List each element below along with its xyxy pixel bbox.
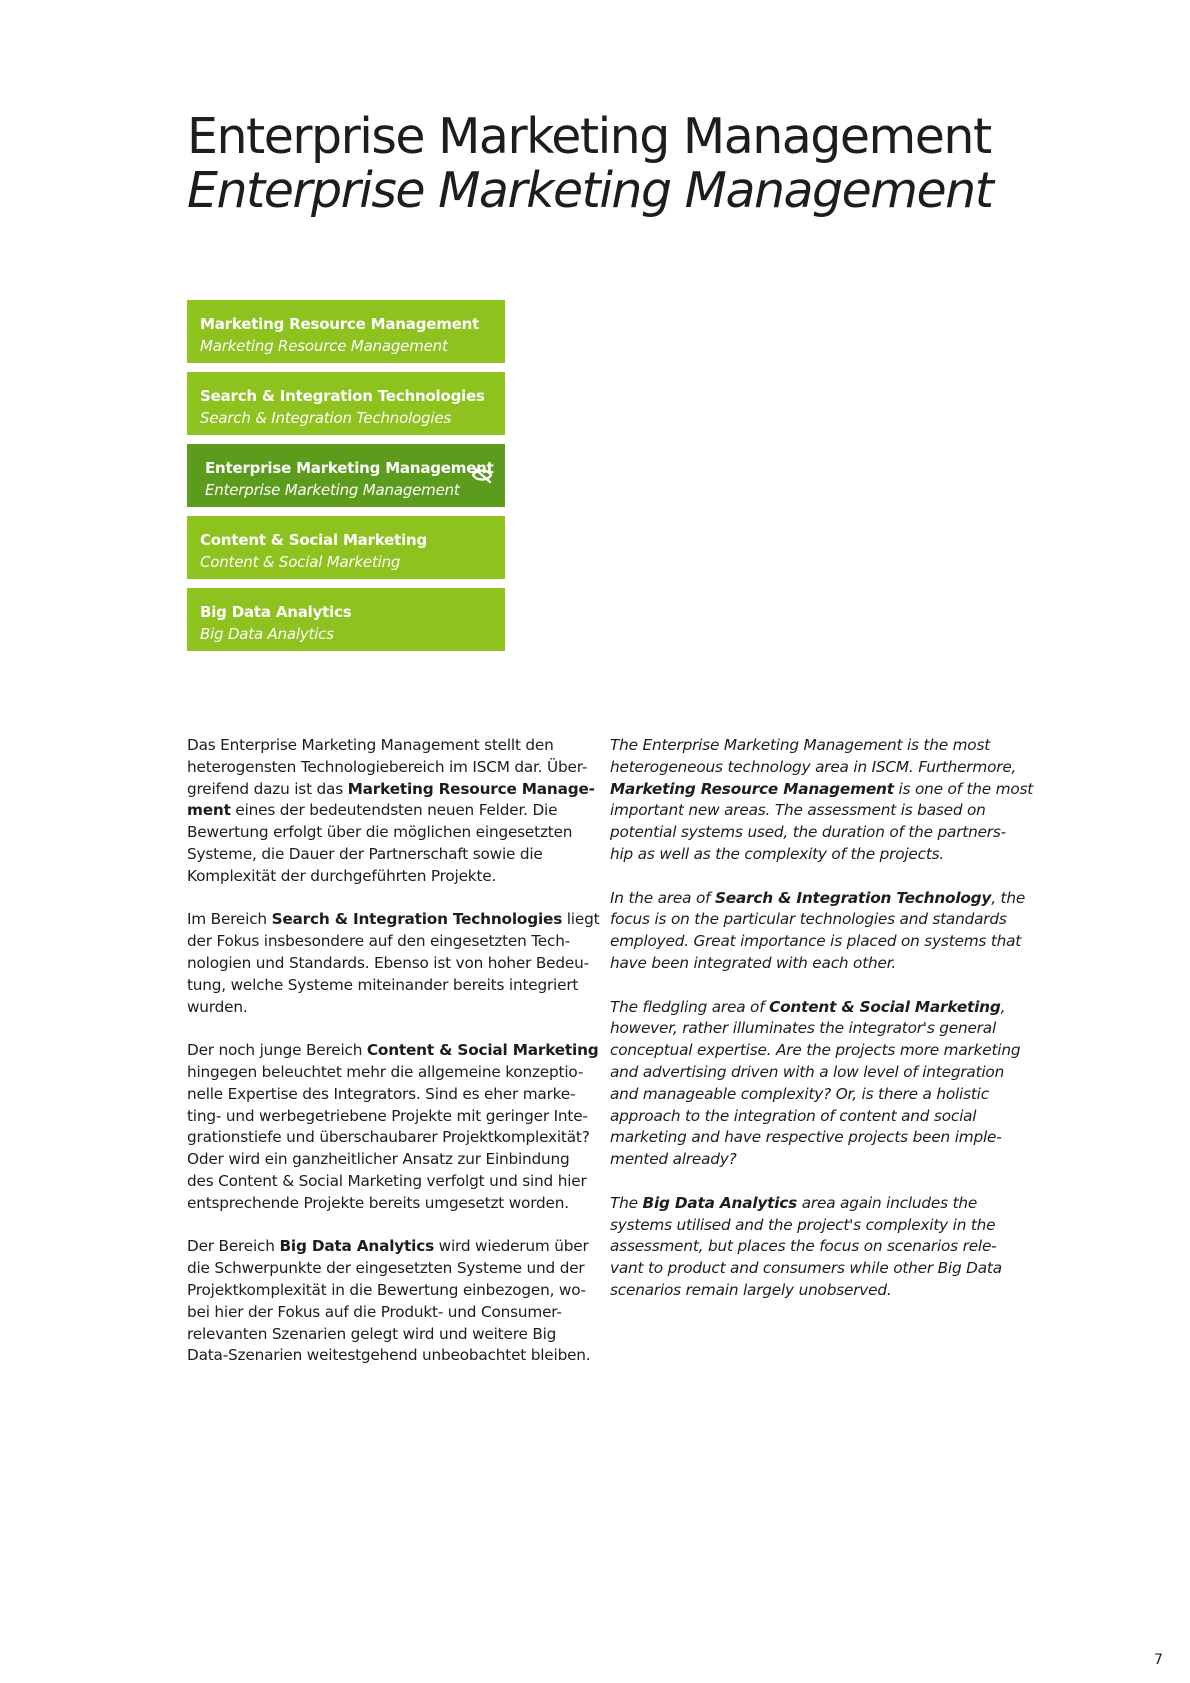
text-line: Data-Szenarien weitestgehend unbeobachtet bleiben.	[187, 1346, 591, 1365]
text-line: focus is on the particular technologies and standards	[610, 910, 1007, 929]
text-line: hip as well as the complexity of the projects.	[610, 844, 945, 863]
text-line: and advertising driven with a low level of integration	[610, 1062, 1005, 1081]
text-line: hingegen beleuchtet mehr die allgemeine konzeptio-	[187, 1062, 584, 1081]
page-number: 7	[1154, 1652, 1163, 1668]
text-line	[187, 909, 600, 931]
text-line	[610, 997, 1010, 1019]
text-line	[187, 1040, 599, 1062]
text-line: The Enterprise Marketing Management is the most	[610, 736, 991, 754]
text-run-bold: Big Data Analytics	[642, 1193, 798, 1212]
text-line: Oder wird ein ganzheitlicher Ansatz zur Einbindung	[187, 1150, 570, 1169]
text-run: liegt	[562, 910, 600, 929]
text-line: scenarios remain largely unobserved.	[610, 1280, 892, 1299]
text-run: , the	[991, 888, 1026, 907]
text-line: Komplexität der durchgeführten Projekte.	[187, 866, 497, 885]
text-run: area again includes the	[797, 1193, 978, 1212]
text-line: Das Enterprise Marketing Management stellt den	[187, 736, 554, 754]
paragraph-en-2	[610, 888, 1026, 975]
text-line: Bewertung erfolgt über die möglichen eingesetzten	[187, 823, 573, 842]
text-line: grationstiefe und überschaubarer Projektkomplexität?	[187, 1128, 590, 1147]
text-line: marketing and have respective projects been imple-	[610, 1128, 1002, 1147]
menu-item-label-de: Enterprise Marketing Management	[205, 459, 494, 477]
menu-item-content-social-marketing[interactable]	[187, 516, 505, 579]
text-run-bold: Big Data Analytics	[279, 1237, 434, 1256]
text-run: greifend dazu ist das	[187, 779, 348, 798]
menu-item-label-de: Content & Social Marketing	[200, 531, 428, 549]
text-run-bold: Search & Integration Technologies	[271, 910, 563, 929]
text-line: des Content & Social Marketing verfolgt und sind hier	[187, 1171, 587, 1190]
text-line: heterogeneous technology area in ISCM. Furthermore,	[610, 757, 1017, 776]
body-column-german	[187, 735, 600, 1389]
text-run: The	[610, 1193, 643, 1212]
menu-item-enterprise-marketing-management[interactable]	[187, 444, 505, 507]
text-run-bold: Content & Social Marketing	[366, 1041, 599, 1060]
text-line: mented already?	[610, 1150, 737, 1169]
text-run-bold: Search & Integration Technology	[714, 888, 992, 907]
text-line	[187, 779, 595, 801]
text-run: Der noch junge Bereich	[187, 1041, 367, 1060]
text-run: is one of the most	[893, 779, 1034, 798]
menu-item-label-en: Big Data Analytics	[200, 625, 334, 643]
paragraph-de-2	[187, 909, 600, 1018]
text-line: heterogensten Technologiebereich im ISCM dar. Über-	[187, 757, 588, 776]
page-title-en: Enterprise Marketing Management	[187, 162, 993, 219]
text-line	[187, 800, 587, 822]
text-line: die Schwerpunkte der eingesetzten Systeme und der	[187, 1259, 585, 1278]
menu-item-marketing-resource-management[interactable]	[187, 300, 505, 363]
paragraph-de-3	[187, 1040, 599, 1214]
text-run-bold: Marketing Resource Management	[610, 779, 894, 798]
text-line: approach to the integration of content and social	[610, 1106, 977, 1125]
menu-item-label-de: Marketing Resource Management	[200, 315, 480, 333]
eye-slash-icon	[471, 466, 493, 484]
menu-item-label-en: Search & Integration Technologies	[200, 409, 451, 427]
text-line: assessment, but places the focus on scenarios rele-	[610, 1237, 997, 1256]
paragraph-en-1	[610, 735, 1034, 866]
text-line: vant to product and consumers while other Big Data	[610, 1259, 1002, 1278]
menu-item-label-de: Big Data Analytics	[200, 603, 352, 621]
page-title-de: Enterprise Marketing Management	[187, 108, 991, 165]
text-line	[187, 1236, 587, 1258]
text-line	[610, 888, 1026, 910]
text-line: entsprechende Projekte bereits umgesetzt worden.	[187, 1193, 569, 1212]
text-line: and manageable complexity? Or, is there a holistic	[610, 1084, 989, 1103]
text-run: ,	[1000, 997, 1006, 1016]
text-run-bold: Content & Social Marketing	[769, 997, 1001, 1016]
text-line: nologien und Standards. Ebenso ist von hoher Bedeu-	[187, 953, 589, 972]
text-line: have been integrated with each other.	[610, 953, 897, 972]
text-line: nelle Expertise des Integrators. Sind es eher marke-	[187, 1084, 576, 1103]
text-line: systems utilised and the project's complexity in the	[610, 1215, 996, 1234]
text-run: The fledgling area of	[610, 997, 770, 1016]
text-line: Projektkomplexität in die Bewertung einbezogen, wo-	[187, 1280, 586, 1299]
text-line: conceptual expertise. Are the projects more marketing	[610, 1041, 1021, 1060]
text-line: der Fokus insbesondere auf den eingesetzten Tech-	[187, 932, 571, 951]
text-run-bold: ment	[187, 801, 231, 820]
paragraph-en-4	[610, 1193, 1010, 1302]
text-line: tung, welche Systeme miteinander bereits integriert	[187, 975, 579, 994]
text-line: potential systems used, the duration of the partners-	[610, 823, 1006, 842]
text-line: employed. Great importance is placed on systems that	[610, 932, 1022, 951]
text-line: wurden.	[187, 997, 248, 1016]
body-column-english	[610, 735, 1034, 1324]
menu-item-search-integration-technologies[interactable]	[187, 372, 505, 435]
text-line: ting- und werbegetriebene Projekte mit geringer Inte-	[187, 1106, 588, 1125]
text-line: important new areas. The assessment is based on	[610, 801, 986, 820]
text-run: eines der bedeutendsten neuen Felder. Die	[230, 801, 558, 820]
menu-item-label-en: Content & Social Marketing	[200, 553, 401, 571]
section-menu	[187, 300, 505, 660]
paragraph-de-1	[187, 735, 595, 888]
paragraph-en-3	[610, 997, 1021, 1171]
text-line: Systeme, die Dauer der Partnerschaft sowie die	[187, 844, 543, 863]
text-line: bei hier der Fokus auf die Produkt- und Consumer-	[187, 1302, 562, 1321]
text-run: wird wiederum über	[434, 1237, 589, 1256]
text-line	[610, 779, 1034, 801]
text-run: In the area of	[610, 888, 715, 907]
page-title	[187, 110, 992, 218]
menu-item-big-data-analytics[interactable]	[187, 588, 505, 651]
text-line: relevanten Szenarien gelegt wird und weitere Big	[187, 1324, 557, 1343]
menu-item-label-en: Enterprise Marketing Management	[205, 481, 460, 499]
menu-item-label-de: Search & Integration Technologies	[200, 387, 485, 405]
text-line	[610, 1193, 1010, 1215]
text-run-bold: Marketing Resource Manage-	[347, 779, 595, 798]
paragraph-de-4	[187, 1236, 591, 1367]
menu-item-label-en: Marketing Resource Management	[200, 337, 448, 355]
text-line: however, rather illuminates the integrator's general	[610, 1019, 996, 1038]
text-run: Der Bereich	[187, 1237, 280, 1256]
text-run: Im Bereich	[187, 910, 272, 929]
